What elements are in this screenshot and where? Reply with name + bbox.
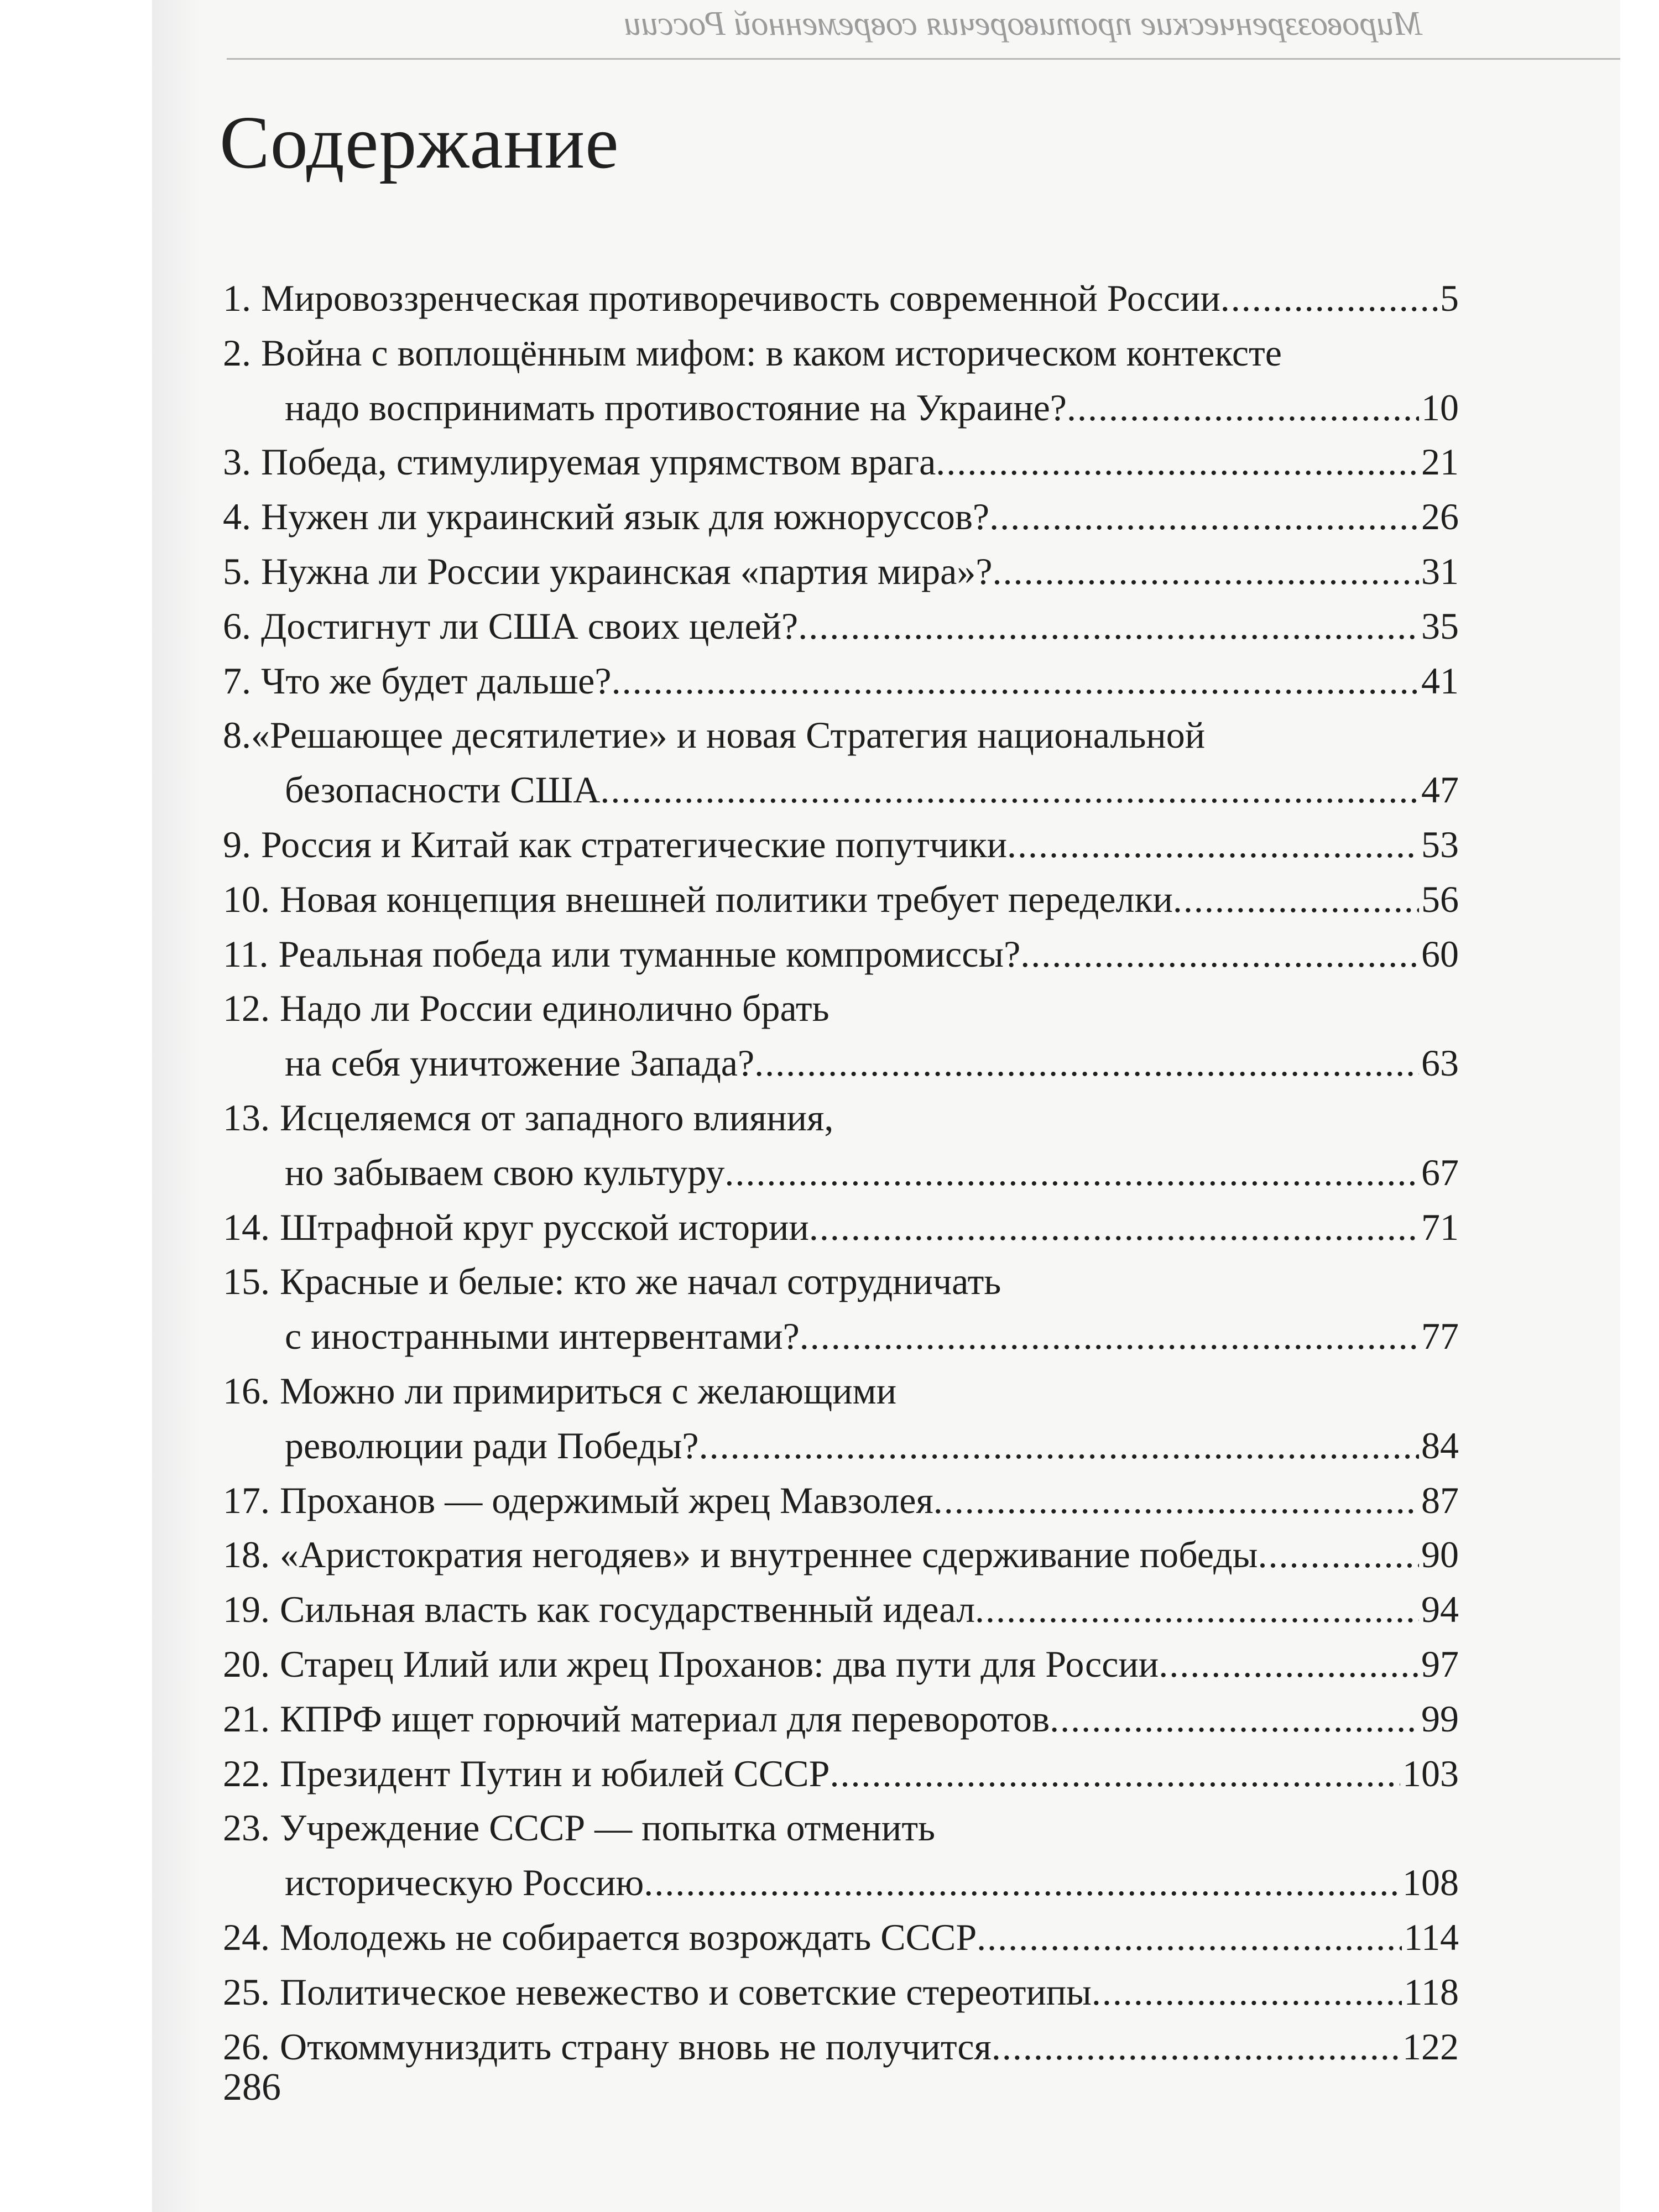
- page-gutter-shadow: [152, 0, 202, 2212]
- toc-entry-line: [223, 1910, 1459, 1965]
- toc-entry-line: [223, 326, 1459, 380]
- toc-entry-line: [223, 927, 1459, 982]
- toc-entry-number: 13.: [223, 1096, 270, 1139]
- toc-leader-dots: [989, 489, 1419, 544]
- toc-entry-title: Война с воплощённым мифом: в каком историческом контексте: [261, 331, 1282, 374]
- toc-entry-title: КПРФ ищет горючий материал для переворотов: [280, 1697, 1050, 1740]
- toc-entry-title: Старец Илий или жрец Проханов: два пути для России: [280, 1642, 1159, 1685]
- toc-entry-page: 26: [1421, 495, 1459, 538]
- toc-entry-title: Нужна ли России украинская «партия мира»?: [261, 550, 993, 592]
- toc-entry-number: 14.: [223, 1206, 270, 1248]
- toc-entry-page: 108: [1402, 1861, 1459, 1904]
- toc-entry-title: Можно ли примириться с желающими: [280, 1369, 897, 1412]
- toc-entry-line: [223, 435, 1459, 489]
- toc-entry-page: 97: [1421, 1642, 1459, 1685]
- book-page: [152, 0, 1620, 2212]
- toc-leader-dots: [754, 1036, 1419, 1091]
- toc-entry-number: 21.: [223, 1697, 270, 1740]
- toc-entry-line: [223, 544, 1459, 599]
- toc-entry-title: «Решающее десятилетие» и новая Стратегия национальной: [251, 714, 1206, 757]
- toc-entry-page: 118: [1404, 1970, 1459, 2013]
- toc-entry-page: 41: [1421, 659, 1459, 702]
- toc-entry-page: 21: [1421, 441, 1459, 483]
- toc-entry-number: 17.: [223, 1479, 270, 1521]
- toc-entry-title: Штрафной круг русской истории: [280, 1206, 809, 1248]
- toc-entry-number: 25.: [223, 1970, 270, 2013]
- toc-entry-line: [223, 1746, 1459, 1801]
- toc-entry-line: [223, 1036, 1459, 1091]
- toc-entry-line: [223, 599, 1459, 654]
- toc-entry-number: 3.: [223, 441, 251, 483]
- toc-entry-number: 22.: [223, 1752, 270, 1794]
- toc-entry-title: Политическое невежество и советские стереотипы: [280, 1970, 1092, 2013]
- toc-entry-page: 5: [1440, 277, 1459, 319]
- toc-leader-dots: [724, 1145, 1419, 1200]
- toc-entry-page: 84: [1421, 1424, 1459, 1467]
- toc-entry-title: Исцеляемся от западного влияния,: [280, 1096, 834, 1139]
- toc-entry-title: Молодежь не собирается возрождать СССР: [280, 1916, 977, 1958]
- toc-entry-page: 122: [1402, 2025, 1459, 2068]
- toc-entry-page: 94: [1421, 1588, 1459, 1631]
- toc-entry-page: 63: [1421, 1042, 1459, 1084]
- toc-entry-page: 53: [1421, 823, 1459, 865]
- toc-leader-dots: [800, 1309, 1419, 1364]
- header-rule: [227, 58, 1620, 60]
- toc-leader-dots: [936, 435, 1419, 489]
- toc-entry-number: 20.: [223, 1642, 270, 1685]
- toc-entry-number: 16.: [223, 1369, 270, 1412]
- toc-leader-dots: [798, 599, 1419, 654]
- toc-entry-page: 47: [1421, 769, 1459, 811]
- toc-entry-number: 6.: [223, 604, 251, 647]
- toc-entry-line: [223, 1473, 1459, 1528]
- page-number: 286: [223, 2066, 281, 2109]
- toc-leader-dots: [600, 763, 1419, 817]
- toc-leader-dots: [933, 1473, 1419, 1528]
- toc-entry-title: Проханов — одержимый жрец Мавзолея: [280, 1479, 933, 1521]
- toc-entry-page: 77: [1421, 1315, 1459, 1358]
- toc-entry-title: на себя уничтожение Запада?: [285, 1042, 755, 1084]
- toc-leader-dots: [1173, 872, 1419, 927]
- toc-entry-title: Мировоззренческая противоречивость современной России: [261, 277, 1220, 319]
- toc-entry-page: 90: [1421, 1533, 1459, 1576]
- toc-entry-number: 7.: [223, 659, 251, 702]
- toc-entry-title: Президент Путин и юбилей СССР: [280, 1752, 830, 1794]
- toc-entry-line: [223, 654, 1459, 708]
- toc-entry-title: Новая концепция внешней политики требует переделки: [280, 878, 1173, 920]
- toc-entry-title: Нужен ли украинский язык для южноруссов?: [261, 495, 990, 538]
- toc-leader-dots: [993, 544, 1419, 599]
- toc-leader-dots: [1050, 1692, 1419, 1746]
- toc-entry-title: Что же будет дальше?: [261, 659, 612, 702]
- toc-entry-page: 87: [1421, 1479, 1459, 1521]
- toc-leader-dots: [1007, 817, 1419, 872]
- toc-entry-line: [223, 1965, 1459, 2020]
- toc-entry-line: [223, 1582, 1459, 1637]
- toc-entry-line: [223, 489, 1459, 544]
- toc-leader-dots: [1258, 1527, 1419, 1582]
- toc-entry-page: 103: [1402, 1752, 1459, 1794]
- toc-entry-line: [223, 817, 1459, 872]
- toc-leader-dots: [1159, 1637, 1419, 1692]
- toc-entry-line: [223, 1801, 1459, 1855]
- toc-entry-number: 10.: [223, 878, 270, 920]
- table-of-contents: [223, 271, 1459, 2074]
- toc-entry-line: [223, 1855, 1459, 1910]
- toc-entry-number: 1.: [223, 277, 251, 319]
- toc-leader-dots: [1067, 380, 1419, 435]
- toc-entry-number: 12.: [223, 987, 270, 1030]
- toc-entry-title: Реальная победа или туманные компромиссы?: [278, 932, 1021, 975]
- toc-entry-title: революции ради Победы?: [285, 1424, 699, 1467]
- toc-entry-line: [223, 1200, 1459, 1255]
- toc-entry-page: 99: [1421, 1697, 1459, 1740]
- toc-entry-page: 31: [1421, 550, 1459, 592]
- toc-entry-number: 8.: [223, 714, 251, 757]
- toc-leader-dots: [830, 1746, 1400, 1801]
- toc-entry-title: Красные и белые: кто же начал сотрудничать: [280, 1260, 1001, 1303]
- toc-leader-dots: [977, 1910, 1401, 1965]
- toc-entry-line: [223, 1309, 1459, 1364]
- toc-leader-dots: [644, 1855, 1400, 1910]
- toc-entry-number: 15.: [223, 1260, 270, 1303]
- toc-entry-line: [223, 708, 1459, 763]
- toc-entry-title: Достигнут ли США своих целей?: [261, 604, 799, 647]
- toc-entry-line: [223, 2020, 1459, 2074]
- toc-entry-line: [223, 1364, 1459, 1418]
- toc-entry-line: [223, 271, 1459, 326]
- toc-entry-line: [223, 380, 1459, 435]
- toc-entry-line: [223, 872, 1459, 927]
- toc-entry-number: 18.: [223, 1533, 270, 1576]
- toc-entry-line: [223, 763, 1459, 817]
- toc-entry-title: с иностранными интервентами?: [285, 1315, 800, 1358]
- toc-entry-page: 35: [1421, 604, 1459, 647]
- toc-entry-title: историческую Россию: [285, 1861, 644, 1904]
- toc-entry-line: [223, 1637, 1459, 1692]
- toc-leader-dots: [1092, 1965, 1402, 2020]
- toc-leader-dots: [1220, 271, 1438, 326]
- toc-entry-page: 56: [1421, 878, 1459, 920]
- toc-entry-title: Надо ли России единолично брать: [280, 987, 830, 1030]
- toc-leader-dots: [612, 654, 1419, 708]
- toc-entry-page: 10: [1421, 386, 1459, 429]
- toc-entry-number: 9.: [223, 823, 251, 865]
- toc-entry-number: 5.: [223, 550, 251, 592]
- toc-entry-number: 23.: [223, 1807, 270, 1849]
- toc-entry-page: 67: [1421, 1151, 1459, 1193]
- toc-entry-title: Победа, стимулируемая упрямством врага: [261, 441, 936, 483]
- running-header-bleedthrough: Мировоззренческие противоречия современной России: [624, 5, 1422, 43]
- toc-leader-dots: [809, 1200, 1419, 1255]
- toc-entry-line: [223, 1254, 1459, 1309]
- toc-entry-number: 2.: [223, 331, 251, 374]
- toc-entry-number: 19.: [223, 1588, 270, 1631]
- toc-leader-dots: [992, 2020, 1400, 2074]
- toc-entry-page: 71: [1421, 1206, 1459, 1248]
- toc-entry-title: «Аристократия негодяев» и внутреннее сдерживание победы: [280, 1533, 1258, 1576]
- toc-entry-title: надо воспринимать противостояние на Украине?: [285, 386, 1067, 429]
- toc-title: Содержание: [220, 101, 619, 184]
- toc-entry-line: [223, 1692, 1459, 1746]
- toc-entry-line: [223, 1145, 1459, 1200]
- toc-entry-page: 60: [1421, 932, 1459, 975]
- toc-entry-page: 114: [1404, 1916, 1459, 1958]
- toc-entry-number: 26.: [223, 2025, 270, 2068]
- toc-entry-number: 24.: [223, 1916, 270, 1958]
- toc-entry-title: Учреждение СССР — попытка отменить: [280, 1807, 936, 1849]
- toc-entry-line: [223, 1527, 1459, 1582]
- toc-entry-title: но забываем свою культуру: [285, 1151, 725, 1193]
- toc-entry-number: 4.: [223, 495, 251, 538]
- toc-entry-title: безопасности США: [285, 769, 601, 811]
- toc-entry-line: [223, 981, 1459, 1036]
- toc-leader-dots: [1020, 927, 1419, 982]
- toc-leader-dots: [975, 1582, 1419, 1637]
- toc-entry-title: Откоммуниздить страну вновь не получится: [280, 2025, 992, 2068]
- toc-entry-title: Россия и Китай как стратегические попутчики: [261, 823, 1008, 865]
- toc-entry-title: Сильная власть как государственный идеал: [280, 1588, 975, 1631]
- toc-leader-dots: [699, 1418, 1419, 1473]
- toc-entry-line: [223, 1091, 1459, 1145]
- toc-entry-line: [223, 1418, 1459, 1473]
- toc-entry-number: 11.: [223, 932, 269, 975]
